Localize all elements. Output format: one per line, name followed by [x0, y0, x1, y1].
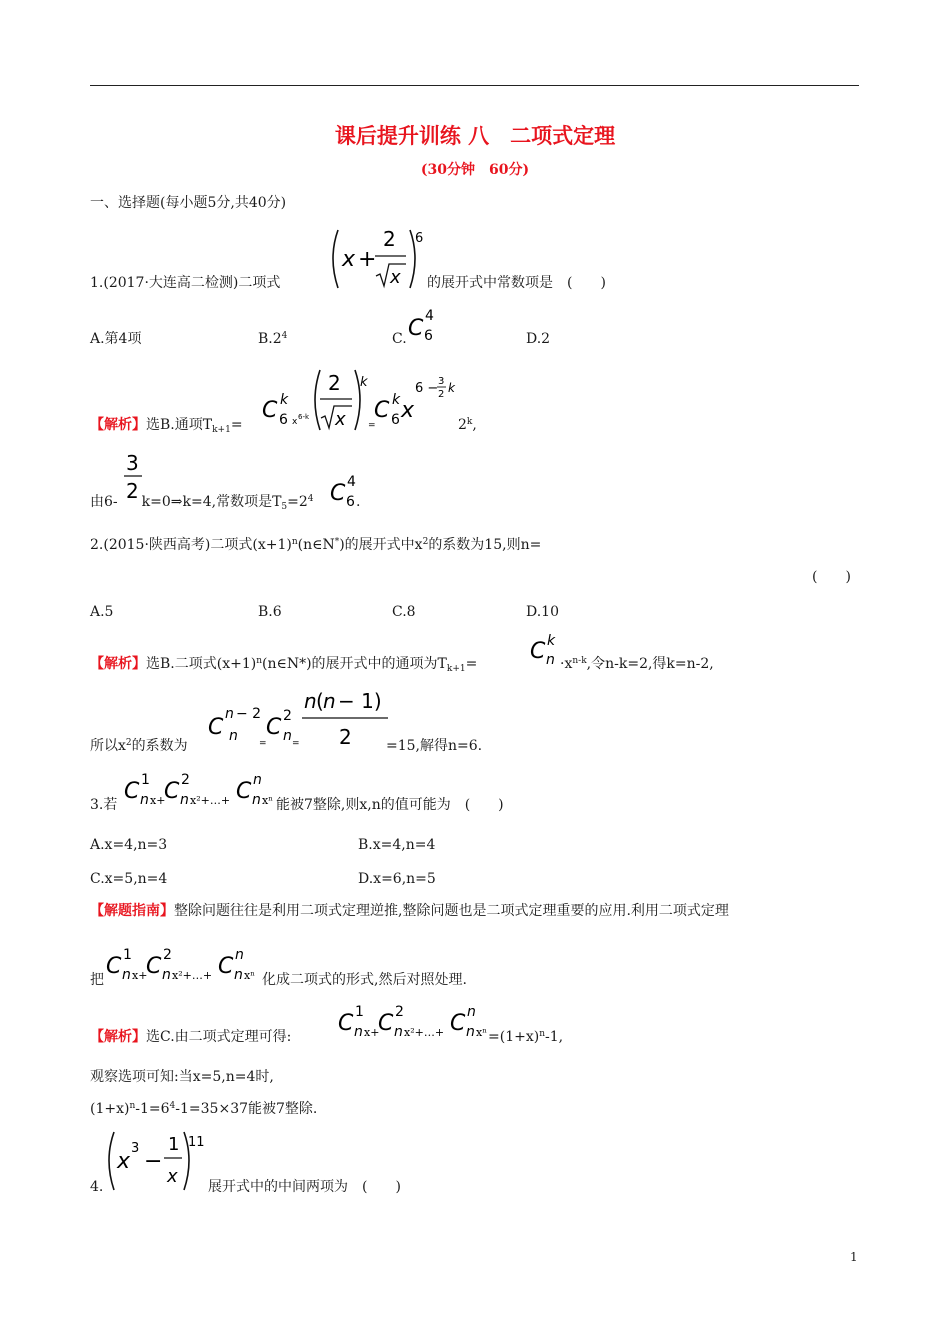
svg-text:n: n	[229, 728, 238, 744]
svg-text:=: =	[259, 739, 267, 749]
svg-text:C: C	[236, 779, 252, 804]
svg-text:6-k: 6-k	[298, 413, 310, 421]
svg-text:n: n	[466, 1024, 475, 1040]
svg-text:2: 2	[395, 1004, 404, 1020]
svg-text:6: 6	[391, 412, 400, 428]
svg-text:xⁿ: xⁿ	[244, 969, 255, 982]
svg-text:C: C	[330, 481, 346, 506]
svg-text:2: 2	[438, 389, 445, 400]
svg-text:n: n	[162, 967, 171, 983]
svg-text:=: =	[368, 421, 376, 431]
svg-text:x: x	[117, 1149, 131, 1174]
q2-option-d: D.10	[526, 604, 559, 620]
svg-text:k: k	[360, 375, 368, 390]
svg-text:3: 3	[126, 451, 139, 475]
q3-analysis: 【解析】选C.由二项式定理可得:	[90, 1029, 292, 1045]
svg-text:1: 1	[355, 1004, 364, 1020]
svg-text:6: 6	[279, 412, 288, 428]
page-subtitle: (30分钟 60分)	[420, 162, 530, 178]
svg-text:x: x	[335, 409, 346, 430]
svg-text:x: x	[390, 267, 401, 288]
svg-text:− 1): − 1)	[338, 689, 382, 713]
svg-text:k: k	[392, 392, 401, 408]
q1-stem: 1.(2017·大连高二检测)二项式	[90, 275, 281, 291]
analysis-tag: 【解析】	[90, 417, 146, 433]
q3-analysis-combination-sum	[338, 1002, 488, 1046]
q2-result: =15,解得n=6.	[386, 738, 483, 754]
svg-text:C: C	[530, 639, 546, 664]
svg-text:x²+…+: x²+…+	[190, 794, 231, 807]
q3-option-b: B.x=4,n=4	[358, 837, 436, 853]
svg-text:n: n	[394, 1024, 403, 1040]
header-rule	[90, 85, 859, 86]
q2-analysis-tail: $\cdot x^{n-k}$,令n-k=2,得k=n-2,	[560, 656, 714, 672]
q2-analysis: 【解析】选B.二项式$(x+1)^n(n\in N*)$的展开式中的通项为$T_{k+1}=$	[90, 656, 478, 674]
svg-text:C: C	[124, 779, 140, 804]
svg-text:n: n	[180, 792, 189, 808]
q1-analysis-line2: 由6- k=0⇒k=4,常数项是$T_5=2^4$	[90, 494, 314, 512]
page-number: 1	[850, 1250, 858, 1264]
q3-combination-sum	[124, 770, 274, 814]
svg-text:x: x	[167, 1166, 178, 1187]
svg-text:n: n	[283, 728, 292, 744]
svg-text:− 2: − 2	[236, 706, 262, 722]
svg-text:x+: x+	[364, 1026, 380, 1039]
q1-option-c: C.	[392, 331, 407, 347]
svg-text:C: C	[164, 779, 180, 804]
q1-analysis: 【解析】选B.通项$T_{k+1}=$	[90, 417, 243, 435]
q1-option-b: $B.2^4$	[258, 331, 288, 347]
svg-text:n: n	[546, 652, 555, 668]
q1-stem-suffix: 的展开式中常数项是 ( )	[427, 275, 606, 291]
q2-option-b: B.6	[258, 604, 282, 620]
svg-text:C: C	[378, 1011, 394, 1036]
svg-text:n: n	[235, 947, 244, 963]
svg-text:k: k	[448, 381, 455, 395]
svg-text:x²+…+: x²+…+	[172, 969, 213, 982]
svg-text:x+: x+	[150, 794, 166, 807]
svg-text:k: k	[280, 392, 289, 408]
svg-text:n: n	[225, 706, 234, 722]
q2-bracket: ( )	[812, 569, 851, 585]
q2-coefficient-formula	[208, 688, 398, 758]
q4-binomial-formula	[104, 1128, 208, 1198]
svg-text:C: C	[208, 715, 224, 740]
svg-text:x: x	[401, 398, 415, 423]
svg-text:C: C	[106, 954, 122, 979]
q3-option-c: C.x=5,n=4	[90, 871, 168, 887]
svg-text:+: +	[358, 247, 377, 272]
svg-text:x: x	[292, 417, 298, 427]
svg-text:6: 6	[346, 494, 355, 510]
svg-text:(: (	[316, 689, 324, 713]
svg-text:C: C	[218, 954, 234, 979]
svg-text:C: C	[408, 316, 424, 341]
svg-text:2: 2	[339, 725, 352, 749]
q2-stem: 2.(2015·陕西高考)二项式$(x+1)^n(n\in N^*)$的展开式中$x^2$的系数为15,则n=	[90, 537, 542, 553]
svg-text:3: 3	[438, 376, 445, 387]
svg-text:4: 4	[347, 474, 356, 490]
section-heading: 一、选择题(每小题5分,共40分)	[90, 195, 287, 211]
svg-text:C: C	[374, 398, 390, 423]
svg-text:C: C	[262, 398, 278, 423]
svg-text:n: n	[467, 1004, 476, 1020]
q3-guide-line2-prefix: 把	[90, 972, 104, 988]
q1-binomial-formula	[326, 226, 426, 296]
svg-text:xⁿ: xⁿ	[476, 1026, 487, 1039]
q3-guide-combination-sum	[106, 945, 262, 989]
q3-guide: 【解题指南】整除问题往往是利用二项式定理逆推,整除问题也是二项式定理重要的应用.利用二项式定理	[90, 903, 729, 919]
svg-text:n: n	[323, 689, 336, 713]
q3-option-d: D.x=6,n=5	[358, 871, 436, 887]
page-title: 课后提升训练 八 二项式定理	[334, 123, 616, 148]
svg-text:C: C	[266, 715, 282, 740]
svg-text:n: n	[140, 792, 149, 808]
svg-text:2: 2	[126, 479, 139, 503]
q3-stem-prefix: 3.若	[90, 797, 118, 813]
q1-analysis-tail: 2$^k$,	[458, 417, 477, 433]
q3-observation: 观察选项可知:当x=5,n=4时,	[90, 1069, 274, 1085]
q1-option-a: A.第4项	[90, 331, 142, 347]
q4-stem-suffix: 展开式中的中间两项为 ( )	[208, 1179, 401, 1195]
svg-text:x²+…+: x²+…+	[404, 1026, 445, 1039]
svg-text:6 −: 6 −	[415, 381, 439, 396]
svg-text:C: C	[146, 954, 162, 979]
svg-text:6: 6	[424, 328, 433, 344]
q2-option-a: A.5	[90, 604, 114, 620]
svg-text:C: C	[450, 1011, 466, 1036]
svg-text:n: n	[252, 792, 261, 808]
svg-text:n: n	[122, 967, 131, 983]
svg-text:n: n	[253, 772, 262, 788]
q1-option-d: D.2	[526, 331, 551, 347]
svg-text:x+: x+	[132, 969, 148, 982]
svg-text:2: 2	[181, 772, 190, 788]
q3-guide-line2-suffix: 化成二项式的形式,然后对照处理.	[262, 972, 467, 988]
svg-text:n: n	[304, 689, 317, 713]
svg-text:1: 1	[141, 772, 150, 788]
q2-analysis-line2: 所以$x^2$的系数为	[90, 738, 188, 754]
q1-period: .	[356, 494, 361, 510]
svg-text:xⁿ: xⁿ	[262, 794, 273, 807]
svg-text:1: 1	[168, 1134, 180, 1155]
svg-text:−: −	[144, 1149, 163, 1174]
svg-text:1: 1	[123, 947, 132, 963]
q3-calculation: $(1+x)^n-1=6^4-1=35\times 37$能被7整除.	[90, 1101, 318, 1117]
svg-text:=: =	[292, 739, 300, 749]
svg-text:k: k	[547, 633, 556, 649]
q3-option-a: A.x=4,n=3	[90, 837, 168, 853]
q2-option-c: C.8	[392, 604, 416, 620]
svg-text:6: 6	[415, 231, 424, 246]
q4-stem-prefix: 4.	[90, 1179, 104, 1195]
svg-text:n: n	[234, 967, 243, 983]
svg-text:2: 2	[163, 947, 172, 963]
svg-text:11: 11	[188, 1135, 205, 1150]
svg-text:x: x	[342, 247, 356, 272]
q3-stem-suffix: 能被7整除,则x,n的值可能为 ( )	[276, 797, 504, 813]
svg-text:4: 4	[425, 308, 434, 324]
q1-option-c-combination	[406, 305, 446, 345]
svg-text:2: 2	[383, 227, 396, 251]
svg-text:2: 2	[283, 708, 292, 724]
svg-text:n: n	[354, 1024, 363, 1040]
svg-text:2: 2	[328, 371, 341, 395]
svg-text:3: 3	[131, 1141, 140, 1156]
q3-analysis-tail: $=(1+x)^n-1$,	[488, 1029, 564, 1045]
svg-text:C: C	[338, 1011, 354, 1036]
